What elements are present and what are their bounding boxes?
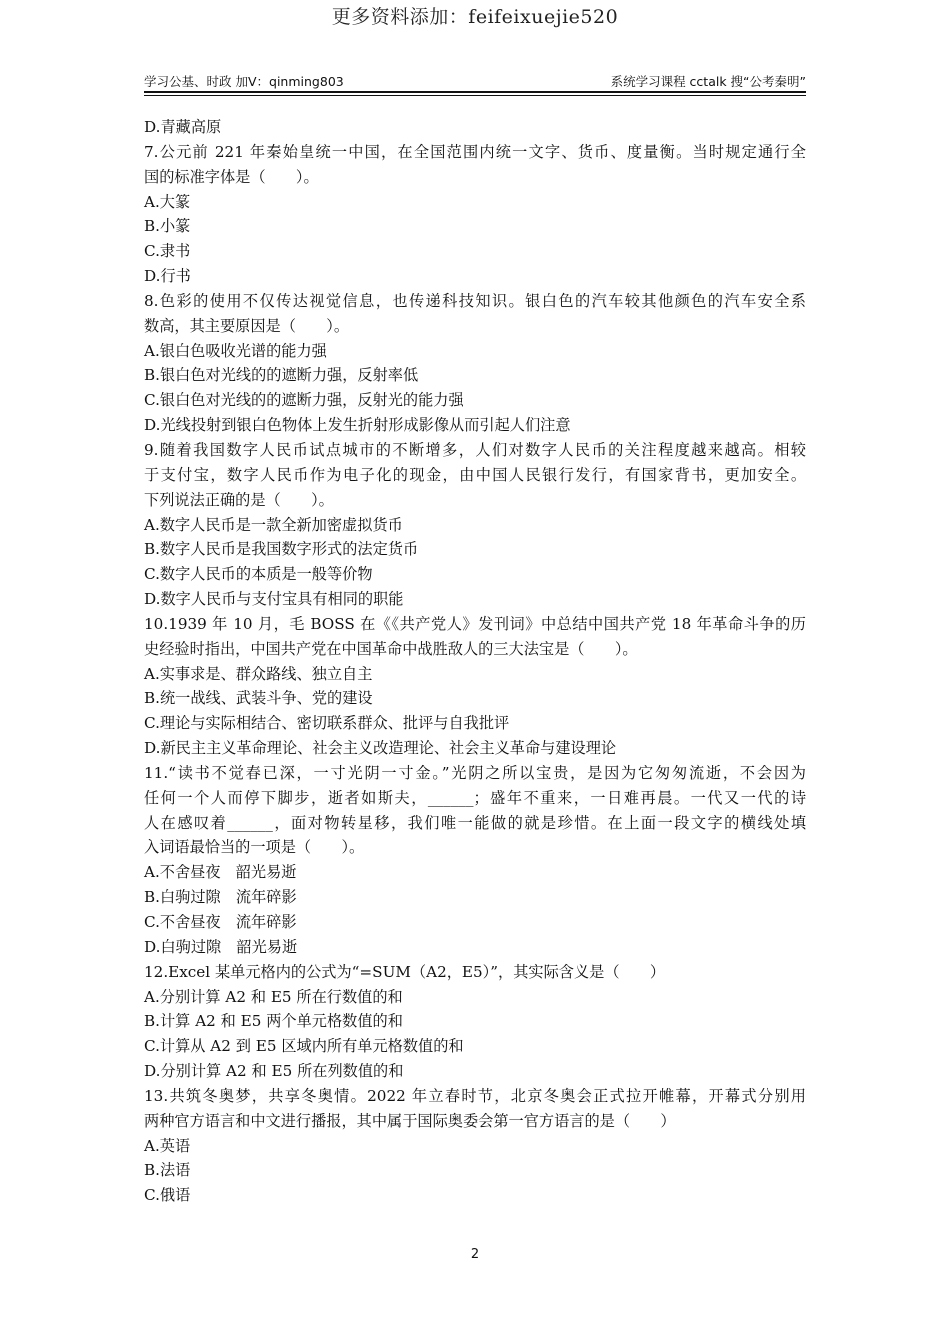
header-left-text: 学习公基、时政 加V：qinming803 [144,74,344,89]
text-line: 11.“读书不觉春已深，一寸光阴一寸金。”光阴之所以宝贵，是因为它匆匆流逝，不会因为 [144,763,806,782]
header-rule-thin [144,95,806,96]
text-line: C.隶书 [144,242,191,261]
header-rule-thick [144,91,806,93]
text-line: A.大篆 [144,192,191,211]
text-line: C.俄语 [144,1186,191,1205]
text-line: 13.共筑冬奥梦，共享冬奥情。2022 年立春时节，北京冬奥会正式拉开帷幕，开幕式分别用 [144,1086,806,1105]
question-content [144,115,806,1208]
promo-banner: 更多资料添加：feifeixuejie520 [331,6,619,28]
text-line: B.银白色对光线的的遮断力强，反射率低 [144,366,419,385]
text-line: C.银白色对光线的的遮断力强，反射光的能力强 [144,391,464,410]
text-line: C.理论与实际相结合、密切联系群众、批评与自我批评 [144,714,510,733]
text-line: 国的标准字体是（ ）。 [144,167,319,186]
text-line: 于支付宝，数字人民币作为电子化的现金，由中国人民银行发行，有国家背书，更加安全。 [144,465,806,484]
text-line: B.小篆 [144,217,191,236]
text-line: B.白驹过隙 流年碎影 [144,888,297,907]
text-line: C.计算从 A2 到 E5 区域内所有单元格数值的和 [144,1037,464,1056]
text-line: 9.随着我国数字人民币试点城市的不断增多，人们对数字人民币的关注程度越来越高。相较 [144,440,806,459]
text-line: A.英语 [144,1136,191,1155]
text-line: D.白驹过隙 韶光易逝 [144,937,298,956]
text-line: D.新民主主义革命理论、社会主义改造理论、社会主义革命与建设理论 [144,739,617,758]
text-line: B.法语 [144,1161,191,1180]
page-number: 2 [470,1247,480,1262]
text-line: 下列说法正确的是（ ）。 [144,490,334,509]
text-line: B.数字人民币是我国数字形式的法定货币 [144,540,419,559]
text-line: A.不舍昼夜 韶光易逝 [144,863,297,882]
text-line: A.银白色吸收光谱的能力强 [144,341,327,360]
header-right-text: 系统学习课程 cctalk 搜“公考秦明” [610,74,806,89]
text-line: 人在感叹着______，面对物转星移，我们唯一能做的就是珍惜。在上面一段文字的横线处填 [144,813,806,832]
text-line: D.行书 [144,267,191,286]
text-line: 10.1939 年 10 月，毛 BOSS 在《《共产党人》发刊词》中总结中国共产党 18 年革命斗争的历 [144,614,806,633]
text-line: D.分别计算 A2 和 E5 所在列数值的和 [144,1062,404,1081]
text-line: 两种官方语言和中文进行播报，其中属于国际奥委会第一官方语言的是（ ） [144,1111,676,1130]
text-line: 入词语最恰当的一项是（ ）。 [144,838,365,857]
text-line: 史经验时指出，中国共产党在中国革命中战胜敌人的三大法宝是（ ）。 [144,639,638,658]
text-line: 数高，其主要原因是（ ）。 [144,316,350,335]
text-line: A.数字人民币是一款全新加密虚拟货币 [144,515,403,534]
text-line: D.数字人民币与支付宝具有相同的职能 [144,590,404,609]
text-line: D.青藏高原 [144,118,222,136]
text-line: C.不舍昼夜 流年碎影 [144,913,297,931]
text-line: 任何一个人而停下脚步，逝者如斯夫，______；盛年不重来，一日难再晨。一代又一代的诗 [144,788,806,807]
text-line: A.实事求是、群众路线、独立自主 [144,664,373,683]
text-line: A.分别计算 A2 和 E5 所在行数值的和 [144,987,403,1006]
text-line: 7.公元前 221 年秦始皇统一中国，在全国范围内统一文字、货币、度量衡。当时规定通行全 [144,142,806,161]
text-line: 12.Excel 某单元格内的公式为“=SUM（A2，E5）”，其实际含义是（ ） [144,962,666,981]
text-line: B.计算 A2 和 E5 两个单元格数值的和 [144,1012,403,1031]
text-line: B.统一战线、武装斗争、党的建设 [144,689,373,708]
text-line: D.光线投射到银白色物体上发生折射形成影像从而引起人们注意 [144,416,571,435]
text-line: 8.色彩的使用不仅传达视觉信息，也传递科技知识。银白色的汽车较其他颜色的汽车安全系 [144,291,806,310]
text-line: C.数字人民币的本质是一般等价物 [144,565,373,584]
